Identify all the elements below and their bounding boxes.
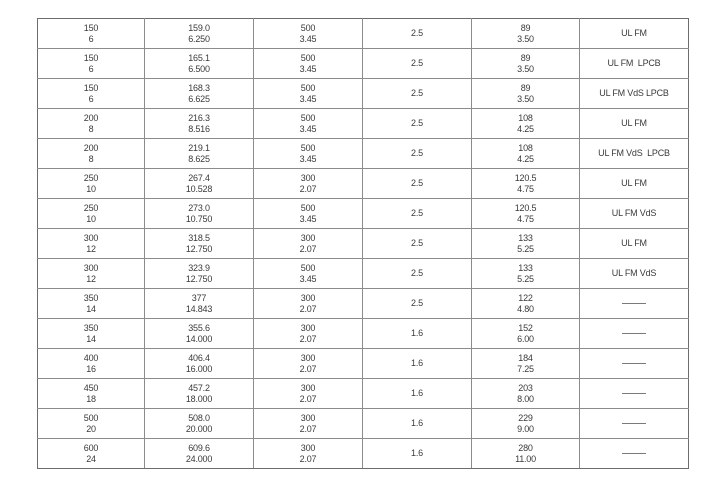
- spec-table: [37, 18, 689, 469]
- pressure-cell-press-mpa: 2.07: [299, 303, 317, 314]
- pressure-cell-press-psi: 300: [300, 412, 316, 423]
- dimension-cell-dim-in: 3.50: [517, 93, 534, 104]
- pressure-cell: [254, 229, 363, 259]
- nominal-size-cell-nps-mm: 500: [83, 412, 99, 423]
- col4-cell-value: 2.5: [411, 118, 423, 128]
- outside-diameter-cell: [145, 49, 254, 79]
- approvals-cell: [580, 259, 689, 289]
- outside-diameter-cell: [145, 319, 254, 349]
- pressure-cell-press-mpa: 2.07: [299, 333, 317, 344]
- nominal-size-cell: [38, 409, 145, 439]
- pressure-cell-press-mpa: 3.45: [299, 123, 317, 134]
- dimension-cell: [472, 289, 580, 319]
- outside-diameter-cell-od-mm: 508.0: [188, 412, 210, 423]
- outside-diameter-cell: [145, 409, 254, 439]
- nominal-size-cell-nps-mm: 200: [83, 112, 99, 123]
- col4-cell: [363, 409, 472, 439]
- col4-cell: [363, 379, 472, 409]
- approvals-cell: [580, 199, 689, 229]
- dash-line: [622, 303, 646, 304]
- col4-cell-value: 1.6: [411, 448, 423, 458]
- dimension-cell-dim-mm: 203: [518, 382, 533, 393]
- dimension-cell-dim-mm: 152: [518, 322, 533, 333]
- dimension-cell-dim-in: 4.75: [517, 183, 534, 194]
- approvals-cell: [580, 289, 689, 319]
- col4-cell: [363, 289, 472, 319]
- pressure-cell: [254, 79, 363, 109]
- dimension-cell-dim-in: 9.00: [517, 423, 534, 434]
- dimension-cell-dim-in: 5.25: [517, 243, 534, 254]
- col4-cell-value: 1.6: [411, 328, 423, 338]
- nominal-size-cell-nps-in: 12: [86, 273, 96, 284]
- outside-diameter-cell-od-mm: 323.9: [188, 262, 210, 273]
- outside-diameter-cell-od-mm: 273.0: [188, 202, 210, 213]
- col4-cell-value: 1.6: [411, 418, 423, 428]
- pressure-cell-press-mpa: 2.07: [299, 183, 317, 194]
- pressure-cell-press-mpa: 3.45: [299, 153, 317, 164]
- col4-cell: [363, 19, 472, 49]
- outside-diameter-cell-od-in: 18.000: [185, 393, 213, 404]
- nominal-size-cell-nps-in: 10: [86, 213, 96, 224]
- pressure-cell: [254, 199, 363, 229]
- approvals-cell: [580, 169, 689, 199]
- approvals-value: UL FM: [621, 28, 647, 38]
- nominal-size-cell-nps-mm: 350: [83, 322, 99, 333]
- col4-cell-value: 2.5: [411, 28, 423, 38]
- col4-cell: [363, 79, 472, 109]
- dash-line: [622, 333, 646, 334]
- outside-diameter-cell-od-in: 6.500: [188, 63, 210, 74]
- dimension-cell-dim-mm: 133: [518, 262, 533, 273]
- nominal-size-cell: [38, 139, 145, 169]
- outside-diameter-cell-od-in: 16.000: [185, 363, 213, 374]
- outside-diameter-cell-od-mm: 159.0: [188, 22, 210, 33]
- pressure-cell-press-mpa: 3.45: [299, 33, 317, 44]
- dash-line: [622, 393, 646, 394]
- col4-cell: [363, 139, 472, 169]
- nominal-size-cell-nps-mm: 250: [83, 202, 99, 213]
- table-row: [38, 199, 689, 229]
- col4-cell-value: 1.6: [411, 388, 423, 398]
- dimension-cell-dim-in: 4.75: [517, 213, 534, 224]
- outside-diameter-cell: [145, 349, 254, 379]
- outside-diameter-cell-od-mm: 216.3: [188, 112, 210, 123]
- nominal-size-cell-nps-mm: 150: [83, 52, 99, 63]
- approvals-cell: [580, 409, 689, 439]
- outside-diameter-cell: [145, 439, 254, 469]
- dimension-cell: [472, 109, 580, 139]
- outside-diameter-cell-od-in: 24.000: [185, 453, 213, 464]
- approvals-value: UL FM: [621, 118, 647, 128]
- nominal-size-cell-nps-mm: 450: [83, 382, 99, 393]
- dimension-cell-dim-mm: 133: [518, 232, 533, 243]
- dimension-cell-dim-in: 7.25: [517, 363, 534, 374]
- dimension-cell-dim-in: 4.25: [517, 123, 534, 134]
- pressure-cell-press-mpa: 2.07: [299, 363, 317, 374]
- pressure-cell: [254, 289, 363, 319]
- nominal-size-cell-nps-in: 10: [86, 183, 96, 194]
- outside-diameter-cell-od-mm: 165.1: [188, 52, 210, 63]
- nominal-size-cell-nps-mm: 150: [83, 82, 99, 93]
- table-row: [38, 49, 689, 79]
- outside-diameter-cell-od-mm: 406.4: [188, 352, 210, 363]
- outside-diameter-cell-od-mm: 377: [191, 292, 207, 303]
- dimension-cell: [472, 19, 580, 49]
- dimension-cell: [472, 409, 580, 439]
- dimension-cell-dim-mm: 108: [518, 142, 533, 153]
- col4-cell: [363, 199, 472, 229]
- approvals-value: UL FM VdS: [611, 208, 657, 218]
- dimension-cell: [472, 319, 580, 349]
- approvals-value: UL FM: [621, 178, 647, 188]
- pressure-cell-press-mpa: 2.07: [299, 243, 317, 254]
- nominal-size-cell: [38, 79, 145, 109]
- pressure-cell-press-mpa: 2.07: [299, 393, 317, 404]
- dash-line: [622, 453, 646, 454]
- dimension-cell-dim-mm: 120.5: [514, 202, 537, 213]
- outside-diameter-cell-od-in: 10.528: [185, 183, 213, 194]
- nominal-size-cell: [38, 289, 145, 319]
- approvals-value: UL FM VdS LPCB: [599, 88, 669, 98]
- pressure-cell: [254, 109, 363, 139]
- nominal-size-cell-nps-mm: 400: [83, 352, 99, 363]
- outside-diameter-cell-od-mm: 318.5: [188, 232, 210, 243]
- outside-diameter-cell: [145, 259, 254, 289]
- nominal-size-cell: [38, 49, 145, 79]
- nominal-size-cell-nps-mm: 300: [83, 262, 99, 273]
- dimension-cell-dim-in: 3.50: [517, 33, 534, 44]
- pressure-cell-press-psi: 500: [300, 262, 316, 273]
- approvals-cell: [580, 109, 689, 139]
- approvals-value: UL FM LPCB: [607, 58, 661, 68]
- pressure-cell: [254, 319, 363, 349]
- pressure-cell-press-mpa: 3.45: [299, 93, 317, 104]
- dimension-cell-dim-mm: 280: [518, 442, 533, 453]
- pressure-cell-press-psi: 500: [300, 112, 316, 123]
- pressure-cell: [254, 259, 363, 289]
- outside-diameter-cell-od-in: 14.000: [185, 333, 213, 344]
- nominal-size-cell: [38, 259, 145, 289]
- nominal-size-cell-nps-mm: 600: [83, 442, 99, 453]
- outside-diameter-cell-od-in: 14.843: [185, 303, 213, 314]
- nominal-size-cell: [38, 379, 145, 409]
- outside-diameter-cell-od-mm: 355.6: [188, 322, 210, 333]
- approvals-cell: [580, 349, 689, 379]
- nominal-size-cell: [38, 199, 145, 229]
- pressure-cell-press-mpa: 3.45: [299, 273, 317, 284]
- dimension-cell: [472, 229, 580, 259]
- pressure-cell-press-mpa: 2.07: [299, 453, 317, 464]
- col4-cell-value: 2.5: [411, 298, 423, 308]
- outside-diameter-cell-od-mm: 219.1: [188, 142, 210, 153]
- dimension-cell: [472, 199, 580, 229]
- outside-diameter-cell: [145, 229, 254, 259]
- col4-cell: [363, 319, 472, 349]
- pressure-cell-press-psi: 500: [300, 82, 316, 93]
- pressure-cell: [254, 379, 363, 409]
- nominal-size-cell-nps-in: 6: [88, 93, 94, 104]
- nominal-size-cell-nps-mm: 350: [83, 292, 99, 303]
- table-row: [38, 229, 689, 259]
- dash-line: [622, 363, 646, 364]
- outside-diameter-cell-od-in: 10.750: [185, 213, 213, 224]
- col4-cell: [363, 109, 472, 139]
- pressure-cell-press-psi: 500: [300, 202, 316, 213]
- approvals-cell: [580, 229, 689, 259]
- dimension-cell-dim-in: 11.00: [515, 453, 536, 464]
- pressure-cell: [254, 349, 363, 379]
- outside-diameter-cell-od-in: 20.000: [185, 423, 213, 434]
- table-row: [38, 319, 689, 349]
- nominal-size-cell: [38, 439, 145, 469]
- pressure-cell-press-psi: 300: [300, 232, 316, 243]
- approvals-cell: [580, 379, 689, 409]
- col4-cell: [363, 229, 472, 259]
- table-row: [38, 289, 689, 319]
- outside-diameter-cell: [145, 169, 254, 199]
- col4-cell-value: 2.5: [411, 88, 423, 98]
- approvals-cell: [580, 49, 689, 79]
- col4-cell-value: 2.5: [411, 268, 423, 278]
- dimension-cell: [472, 379, 580, 409]
- dimension-cell: [472, 349, 580, 379]
- approvals-value: UL FM VdS LPCB: [598, 148, 670, 158]
- dimension-cell: [472, 259, 580, 289]
- dimension-cell: [472, 169, 580, 199]
- dimension-cell-dim-mm: 108: [518, 112, 533, 123]
- pressure-cell-press-psi: 300: [300, 382, 316, 393]
- pressure-cell: [254, 169, 363, 199]
- col4-cell-value: 2.5: [411, 238, 423, 248]
- approvals-cell: [580, 79, 689, 109]
- approvals-cell: [580, 319, 689, 349]
- pressure-cell: [254, 139, 363, 169]
- table-row: [38, 349, 689, 379]
- col4-cell: [363, 49, 472, 79]
- table-row: [38, 79, 689, 109]
- table-row: [38, 19, 689, 49]
- col4-cell: [363, 439, 472, 469]
- outside-diameter-cell: [145, 109, 254, 139]
- nominal-size-cell-nps-mm: 200: [83, 142, 99, 153]
- outside-diameter-cell-od-in: 6.250: [188, 33, 210, 44]
- dimension-cell: [472, 439, 580, 469]
- table-row: [38, 169, 689, 199]
- table-row: [38, 109, 689, 139]
- approvals-cell: [580, 439, 689, 469]
- col4-cell-value: 2.5: [411, 208, 423, 218]
- dimension-cell-dim-in: 4.25: [517, 153, 534, 164]
- table-row: [38, 439, 689, 469]
- nominal-size-cell-nps-in: 6: [88, 63, 94, 74]
- col4-cell: [363, 169, 472, 199]
- pressure-cell: [254, 409, 363, 439]
- outside-diameter-cell: [145, 379, 254, 409]
- pressure-cell-press-psi: 300: [300, 292, 316, 303]
- col4-cell: [363, 259, 472, 289]
- dimension-cell-dim-mm: 229: [518, 412, 533, 423]
- approvals-value: UL FM VdS: [611, 268, 657, 278]
- pressure-cell-press-mpa: 3.45: [299, 63, 317, 74]
- approvals-value: UL FM: [621, 238, 647, 248]
- nominal-size-cell-nps-mm: 250: [83, 172, 99, 183]
- pressure-cell-press-mpa: 3.45: [299, 213, 317, 224]
- pressure-cell: [254, 19, 363, 49]
- pressure-cell-press-psi: 300: [300, 442, 316, 453]
- nominal-size-cell: [38, 19, 145, 49]
- pressure-cell-press-psi: 500: [300, 22, 316, 33]
- dimension-cell-dim-in: 4.80: [517, 303, 534, 314]
- outside-diameter-cell-od-mm: 267.4: [188, 172, 210, 183]
- nominal-size-cell: [38, 169, 145, 199]
- outside-diameter-cell-od-in: 8.516: [188, 123, 210, 134]
- col4-cell-value: 2.5: [411, 178, 423, 188]
- dimension-cell-dim-in: 5.25: [517, 273, 534, 284]
- nominal-size-cell-nps-in: 14: [86, 303, 96, 314]
- dimension-cell-dim-in: 8.00: [517, 393, 534, 404]
- dimension-cell-dim-mm: 184: [518, 352, 533, 363]
- nominal-size-cell-nps-mm: 150: [83, 22, 99, 33]
- nominal-size-cell-nps-in: 8: [88, 123, 94, 134]
- col4-cell-value: 2.5: [411, 148, 423, 158]
- table-row: [38, 409, 689, 439]
- nominal-size-cell-nps-in: 20: [86, 423, 96, 434]
- nominal-size-cell-nps-in: 8: [88, 153, 94, 164]
- approvals-cell: [580, 139, 689, 169]
- table-row: [38, 139, 689, 169]
- outside-diameter-cell-od-mm: 457.2: [188, 382, 210, 393]
- dimension-cell-dim-mm: 120.5: [514, 172, 537, 183]
- outside-diameter-cell: [145, 79, 254, 109]
- outside-diameter-cell-od-in: 12.750: [185, 273, 213, 284]
- nominal-size-cell-nps-in: 18: [86, 393, 96, 404]
- nominal-size-cell: [38, 319, 145, 349]
- pressure-cell-press-psi: 300: [300, 322, 316, 333]
- outside-diameter-cell: [145, 139, 254, 169]
- pressure-cell-press-psi: 300: [300, 172, 316, 183]
- approvals-cell: [580, 19, 689, 49]
- outside-diameter-cell: [145, 199, 254, 229]
- dimension-cell-dim-in: 3.50: [517, 63, 534, 74]
- table-body: [38, 19, 689, 469]
- pressure-cell-press-psi: 500: [300, 52, 316, 63]
- dimension-cell: [472, 79, 580, 109]
- table-row: [38, 379, 689, 409]
- dimension-cell-dim-in: 6.00: [517, 333, 534, 344]
- nominal-size-cell-nps-mm: 300: [83, 232, 99, 243]
- pressure-cell: [254, 439, 363, 469]
- outside-diameter-cell-od-in: 6.625: [188, 93, 210, 104]
- outside-diameter-cell-od-mm: 168.3: [188, 82, 210, 93]
- col4-cell-value: 1.6: [411, 358, 423, 368]
- outside-diameter-cell-od-in: 8.625: [188, 153, 210, 164]
- nominal-size-cell-nps-in: 6: [88, 33, 94, 44]
- pressure-cell-press-psi: 500: [300, 142, 316, 153]
- nominal-size-cell: [38, 229, 145, 259]
- col4-cell: [363, 349, 472, 379]
- nominal-size-cell: [38, 109, 145, 139]
- col4-cell-value: 2.5: [411, 58, 423, 68]
- outside-diameter-cell-od-mm: 609.6: [188, 442, 210, 453]
- pressure-cell-press-psi: 300: [300, 352, 316, 363]
- pressure-cell-press-mpa: 2.07: [299, 423, 317, 434]
- outside-diameter-cell: [145, 19, 254, 49]
- nominal-size-cell: [38, 349, 145, 379]
- dimension-cell: [472, 139, 580, 169]
- nominal-size-cell-nps-in: 12: [86, 243, 96, 254]
- dimension-cell-dim-mm: 89: [520, 82, 531, 93]
- pressure-cell: [254, 49, 363, 79]
- dimension-cell-dim-mm: 122: [518, 292, 533, 303]
- nominal-size-cell-nps-in: 14: [86, 333, 96, 344]
- outside-diameter-cell-od-in: 12.750: [185, 243, 213, 254]
- table-row: [38, 259, 689, 289]
- nominal-size-cell-nps-in: 16: [86, 363, 96, 374]
- dimension-cell-dim-mm: 89: [520, 52, 531, 63]
- outside-diameter-cell: [145, 289, 254, 319]
- dash-line: [622, 423, 646, 424]
- dimension-cell: [472, 49, 580, 79]
- nominal-size-cell-nps-in: 24: [86, 453, 96, 464]
- dimension-cell-dim-mm: 89: [520, 22, 531, 33]
